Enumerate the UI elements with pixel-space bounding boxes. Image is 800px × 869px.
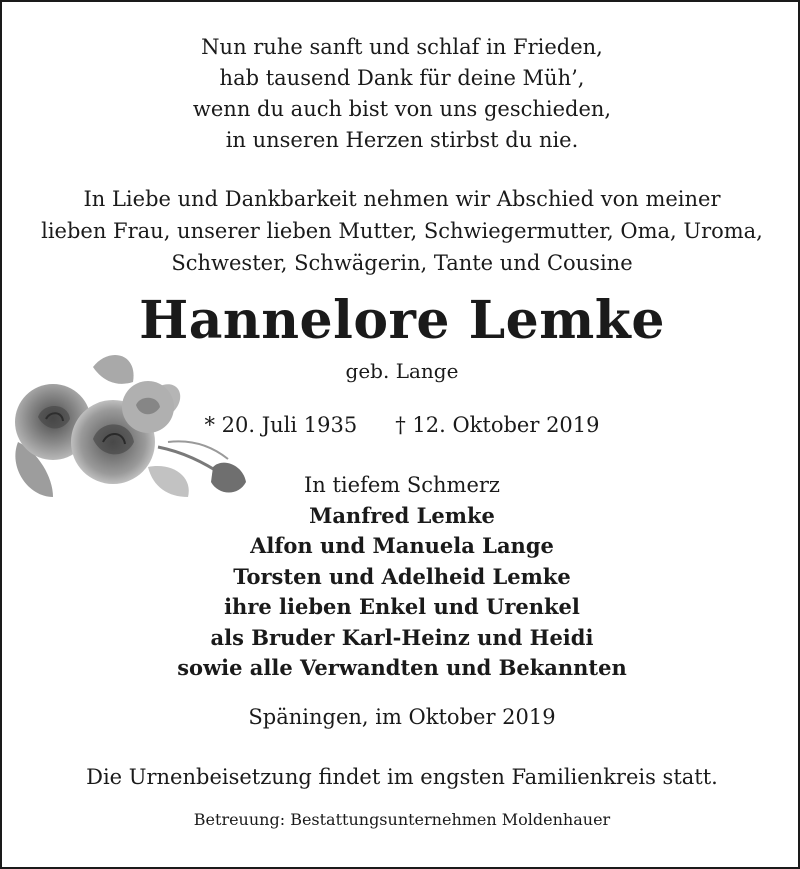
poem-line: wenn du auch bist von uns geschieden, [192, 97, 612, 121]
poem-line: in unseren Herzen stirbst du nie. [225, 128, 579, 152]
intro-line: In Liebe und Dankbarkeit nehmen wir Abschied von meiner [83, 187, 721, 211]
funeral-home-credit: Betreuung: Bestattungsunternehmen Moldenhauer [193, 810, 611, 829]
life-dates [2, 410, 800, 440]
deceased-name: Hannelore Lemke [139, 290, 665, 351]
burial-note: Die Urnenbeisetzung findet im engsten Familienkreis statt. [86, 765, 718, 789]
maiden-name: geb. Lange [345, 359, 459, 383]
place-and-date: Späningen, im Oktober 2019 [248, 705, 556, 729]
mourner-name: ihre lieben Enkel und Urenkel [224, 594, 580, 619]
poem-line: Nun ruhe sanft und schlaf in Frieden, [201, 35, 603, 59]
birth-date: * 20. Juli 1935 [204, 413, 358, 437]
mourner-name: sowie alle Verwandten und Bekannten [177, 655, 627, 680]
intro-line: Schwester, Schwägerin, Tante und Cousine [171, 251, 633, 275]
memorial-poem [2, 32, 800, 156]
mourner-name: Alfon und Manuela Lange [250, 533, 554, 558]
mourners-heading: In tiefem Schmerz [304, 473, 500, 497]
death-date: † 12. Oktober 2019 [395, 413, 600, 437]
mourner-name: Manfred Lemke [309, 502, 495, 528]
farewell-intro [2, 183, 800, 279]
mourner-name: als Bruder Karl-Heinz und Heidi [210, 624, 594, 650]
poem-line: hab tausend Dank für deine Müh’, [219, 66, 585, 90]
mourner-name: Torsten und Adelheid Lemke [233, 563, 571, 589]
intro-line: lieben Frau, unserer lieben Mutter, Schwiegermutter, Oma, Uroma, [41, 219, 763, 243]
mourners-list [2, 470, 800, 684]
